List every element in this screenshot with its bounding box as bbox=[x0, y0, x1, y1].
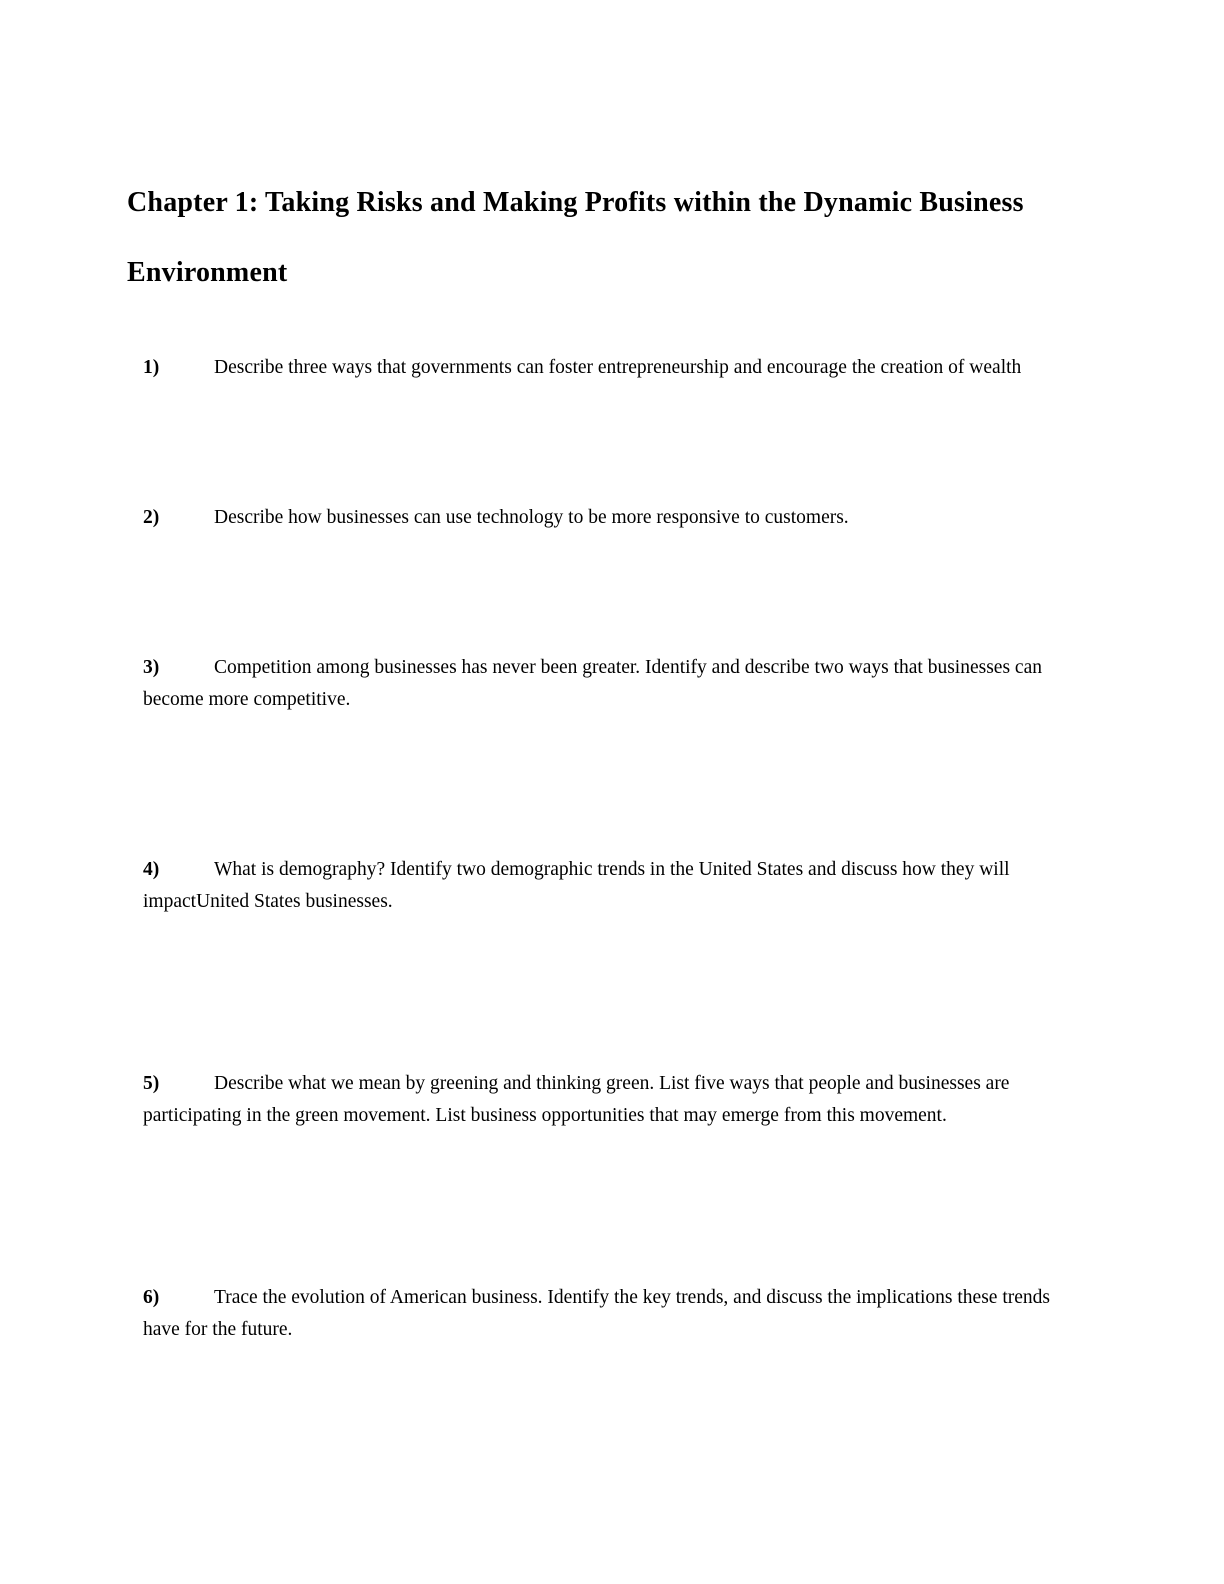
question-text: Trace the evolution of American business. Identify the key trends, and discuss the implications these trends have for the future. bbox=[143, 1287, 1050, 1340]
question-item-6 bbox=[143, 1282, 1088, 1346]
question-item-1 bbox=[143, 352, 1088, 384]
question-number: 6) bbox=[143, 1287, 160, 1308]
question-text: Describe how businesses can use technology to be more responsive to customers. bbox=[214, 507, 849, 528]
question-text: Describe what we mean by greening and thinking green. List five ways that people and businesses are participating in the green movement. List business opportunities that may emerge from this movement. bbox=[143, 1073, 1010, 1126]
question-item-5 bbox=[143, 1068, 1088, 1132]
question-text: Describe three ways that governments can foster entrepreneurship and encourage the creation of wealth bbox=[214, 357, 1022, 378]
question-text: What is demography? Identify two demographic trends in the United States and discuss how they will impactUnited States businesses. bbox=[143, 859, 1010, 912]
chapter-title: Chapter 1: Taking Risks and Making Profits within the Dynamic Business Environment bbox=[127, 187, 1024, 288]
question-number: 2) bbox=[143, 507, 160, 528]
question-list bbox=[143, 352, 1088, 1346]
question-text: Competition among businesses has never been greater. Identify and describe two ways that businesses can become more competitive. bbox=[143, 657, 1042, 710]
question-number: 1) bbox=[143, 357, 160, 378]
question-number: 3) bbox=[143, 657, 160, 678]
question-item-4 bbox=[143, 854, 1088, 918]
question-item-3 bbox=[143, 652, 1088, 716]
question-number: 5) bbox=[143, 1073, 160, 1094]
question-item-2 bbox=[143, 502, 1088, 534]
question-number: 4) bbox=[143, 859, 160, 880]
